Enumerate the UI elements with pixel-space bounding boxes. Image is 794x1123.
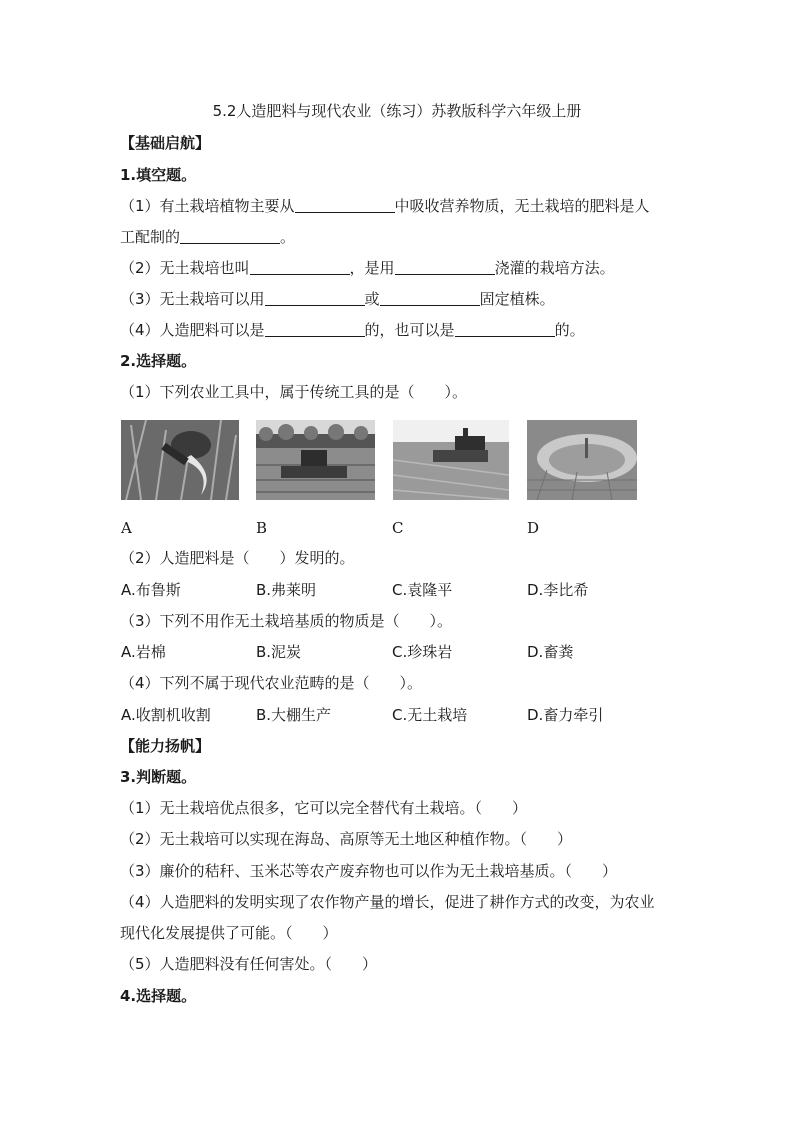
q1-heading: 1.填空题。 [120,166,197,184]
q2-item4-option-a[interactable]: A.收割机收割 [121,706,211,724]
q1-item3-text-c: 固定植株。 [479,290,555,308]
option-label-a: A [121,519,132,537]
q1-item4-text-c: 的。 [554,321,585,339]
q1-item1-text-a: （1）有土栽培植物主要从 [120,197,295,215]
q2-item3-option-c[interactable]: C.珍珠岩 [392,643,453,661]
q2-item2-option-b[interactable]: B.弗莱明 [256,581,317,599]
answer-blank[interactable] [395,258,495,275]
q2-item4-option-d[interactable]: D.畜力牵引 [527,706,604,724]
q1-item1-text-d: 。 [280,228,296,246]
answer-blank[interactable] [250,258,350,275]
q1-item3-text-b: 或 [364,290,380,308]
answer-blank[interactable] [455,320,555,337]
q2-item2-option-c[interactable]: C.袁隆平 [392,581,453,599]
answer-blank[interactable] [265,320,365,337]
q1-item2-text-b: ，是用 [349,259,395,277]
greenhouse-irrigation-photo [527,420,637,500]
option-label-b: B [256,519,268,537]
section-basic-heading: 【基础启航】 [120,134,211,152]
q2-item3-stem: （3）下列不用作无土栽培基质的物质是（ ）。 [120,612,453,630]
q4-heading: 4.选择题。 [120,987,197,1005]
combine-harvester-photo [393,420,509,500]
q1-item3-text-a: （3）无土栽培可以用 [120,290,265,308]
q2-item1-stem: （1）下列农业工具中，属于传统工具的是（ ）。 [120,383,468,401]
q3-item4-line1: （4）人造肥料的发明实现了农作物产量的增长，促进了耕作方式的改变，为农业 [120,893,655,911]
q2-item4-stem: （4）下列不属于现代农业范畴的是（ ）。 [120,674,423,692]
section-ability-heading: 【能力扬帆】 [120,737,211,755]
sickle-harvest-photo [121,420,239,500]
q2-item4-option-b[interactable]: B.大棚生产 [256,706,332,724]
q1-item2 [120,258,615,278]
option-label-d: D [527,519,540,537]
q2-item4-option-c[interactable]: C.无土栽培 [392,706,468,724]
q3-item1: （1）无土栽培优点很多，它可以完全替代有土栽培。（ ） [120,799,528,817]
q1-item1-text-c: 工配制的 [120,228,181,246]
q2-item2-option-a[interactable]: A.布鲁斯 [121,581,181,599]
q1-item1-line2 [120,227,295,247]
q2-item3-option-d[interactable]: D.畜粪 [527,643,574,661]
q1-item4-text-a: （4）人造肥料可以是 [120,321,265,339]
answer-blank[interactable] [180,227,280,244]
answer-blank[interactable] [295,196,395,213]
q1-item1-line1 [120,196,650,216]
q2-item2-stem: （2）人造肥料是（ ）发明的。 [120,549,355,567]
q1-item4-text-b: 的，也可以是 [364,321,455,339]
q3-item2: （2）无土栽培可以实现在海岛、高原等无土地区种植作物。（ ） [120,830,573,848]
q2-item2-option-d[interactable]: D.李比希 [527,581,589,599]
q2-item3-option-a[interactable]: A.岩棉 [121,643,166,661]
q1-item2-text-c: 浇灌的栽培方法。 [494,259,615,277]
q3-heading: 3.判断题。 [120,768,197,786]
q3-item5: （5）人造肥料没有任何害处。（ ） [120,955,378,973]
q1-item4 [120,320,585,340]
q2-item3-option-b[interactable]: B.泥炭 [256,643,302,661]
q1-item3 [120,289,555,309]
q1-item1-text-b: 中吸收营养物质，无土栽培的肥料是人 [394,197,650,215]
q1-item2-text-a: （2）无土栽培也叫 [120,259,250,277]
page-title: 5.2人造肥料与现代农业（练习）苏教版科学六年级上册 [212,102,582,120]
tractor-sowing-photo [256,420,375,500]
q3-item4-line2: 现代化发展提供了可能。（ ） [120,924,338,942]
answer-blank[interactable] [265,289,365,306]
answer-blank[interactable] [380,289,480,306]
option-label-c: C [392,519,404,537]
q3-item3: （3）廉价的秸秆、玉米芯等农产废弃物也可以作为无土栽培基质。（ ） [120,862,618,880]
q2-heading: 2.选择题。 [120,352,197,370]
